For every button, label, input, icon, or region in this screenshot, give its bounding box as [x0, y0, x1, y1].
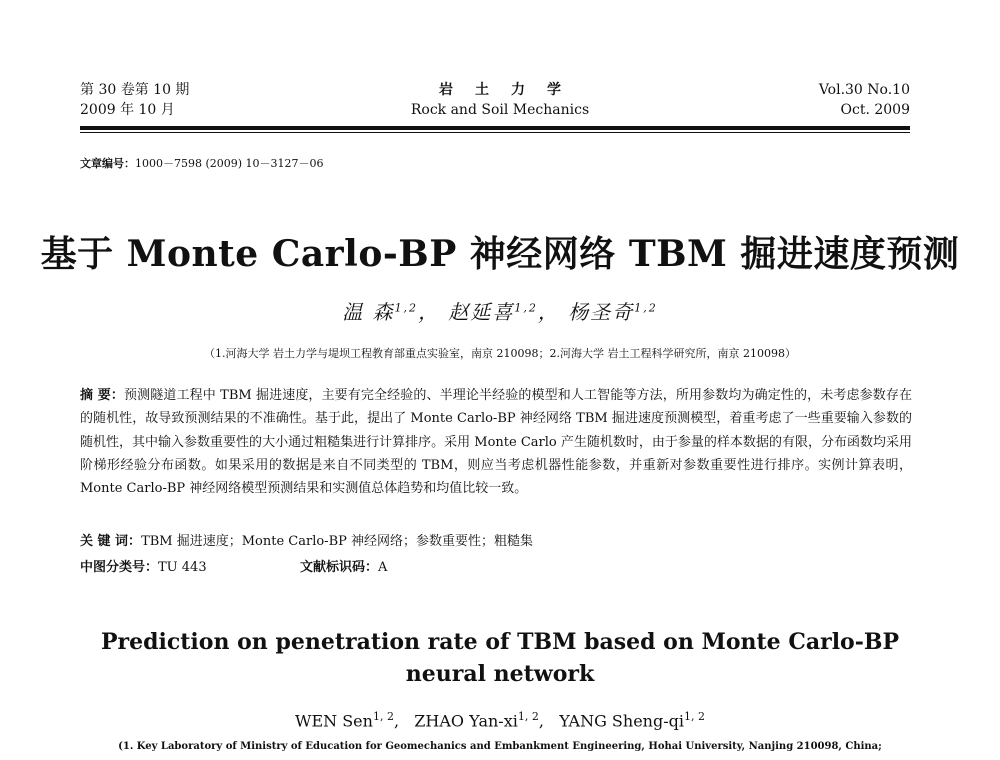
author-en-2: ZHAO Yan-xi: [414, 711, 518, 731]
classification: [80, 558, 780, 578]
paper-title-cn: 基于 Monte Carlo-BP 神经网络 TBM 掘进速度预测: [40, 233, 960, 275]
issue-cn: 第 30 卷第 10 期: [80, 82, 190, 98]
clc-value: TU 443: [158, 560, 207, 575]
abstract: [80, 384, 912, 500]
authors-cn: 温 森$^{1,2}$， 赵延喜$^{1,2}$， 杨圣奇$^{1,2}$: [342, 300, 658, 324]
article-number-label: 文章编号：: [80, 157, 135, 170]
keywords-label: 关 键 词：: [80, 534, 142, 549]
doc-value: A: [378, 560, 388, 575]
author-cn-3: 杨圣奇: [568, 300, 635, 324]
header-rule-thin: [80, 132, 910, 133]
author-en-1-sup: 1, 2: [372, 710, 394, 723]
author-cn-2: 赵延喜: [448, 300, 515, 324]
article-number: [80, 155, 324, 171]
header-right: [819, 80, 910, 120]
author-cn-1: 温 森: [342, 300, 395, 324]
journal-title-cn: 岩土力学: [439, 82, 583, 98]
doc-code: [300, 558, 387, 578]
keywords: [80, 532, 533, 552]
abstract-label: 摘 要：: [80, 388, 125, 403]
keywords-text: TBM 掘进速度；Monte Carlo-BP 神经网络；参数重要性；粗糙集: [141, 534, 534, 549]
author-cn-3-sup: 1,2: [634, 301, 658, 315]
article-number-value: 1000－7598 (2009) 10－3127－06: [135, 157, 324, 170]
author-en-3: YANG Sheng-qi: [559, 711, 684, 731]
header-rule-thick: [80, 126, 910, 130]
author-en-3-sup: 1, 2: [683, 710, 705, 723]
author-cn-2-sup: 1,2: [514, 301, 538, 315]
doc-label: 文献标识码：: [300, 560, 379, 575]
clc-label: 中图分类号：: [80, 560, 159, 575]
paper-title-en: [0, 626, 1000, 690]
journal-title-en: Rock and Soil Mechanics: [410, 102, 590, 118]
affiliation-cn: （1.河海大学 岩土力学与堤坝工程教育部重点实验室，南京 210098；2.河海大学 岩土工程科学研究所，南京 210098）: [204, 347, 796, 360]
author-en-1: WEN Sen: [295, 711, 373, 731]
date-cn: 2009 年 10 月: [80, 102, 175, 118]
author-en-2-sup: 1, 2: [517, 710, 539, 723]
title-en-line-2: neural network: [405, 661, 595, 687]
author-cn-1-sup: 1,2: [394, 301, 419, 315]
authors-en: WEN Sen$^{1, 2}$, ZHAO Yan-xi$^{1, 2}$, YANG Sheng-qi$^{1, 2}$: [295, 710, 705, 731]
affiliation-en: (1. Key Laboratory of Ministry of Education for Geomechanics and Embankment Engineering, Hohai University, Nanjing 210098, China;: [118, 741, 882, 752]
volume-en: Vol.30 No.10: [818, 82, 910, 98]
abstract-text: 预测隧道工程中 TBM 掘进速度，主要有完全经验的、半理论半经验的模型和人工智能等方法，所用参数均为确定性的，未考虑参数存在的随机性，故导致预测结果的不准确性。基于此，提出了 Monte Carlo-BP 神经网络 TBM 掘进速度预测模型，着重考虑了一些重要输入参数的随机性，其中输入参数重要性的大小通过粗糙集进行计算排序。采用 Monte Carlo 产生随机数时，由于参量的样本数据的有限，分布函数均采用阶梯形经验分布函数。如果采用的数据是来自不同类型的 TBM，则应当考虑机器性能参数，并重新对参数重要性进行排序。实例计算表明，Monte Carlo-BP 神经网络模型预测结果和实测值总体趋势和均值比较一致。: [80, 388, 912, 497]
title-en-line-1: Prediction on penetration rate of TBM based on Monte Carlo-BP: [101, 629, 899, 655]
date-en: Oct. 2009: [840, 102, 910, 118]
